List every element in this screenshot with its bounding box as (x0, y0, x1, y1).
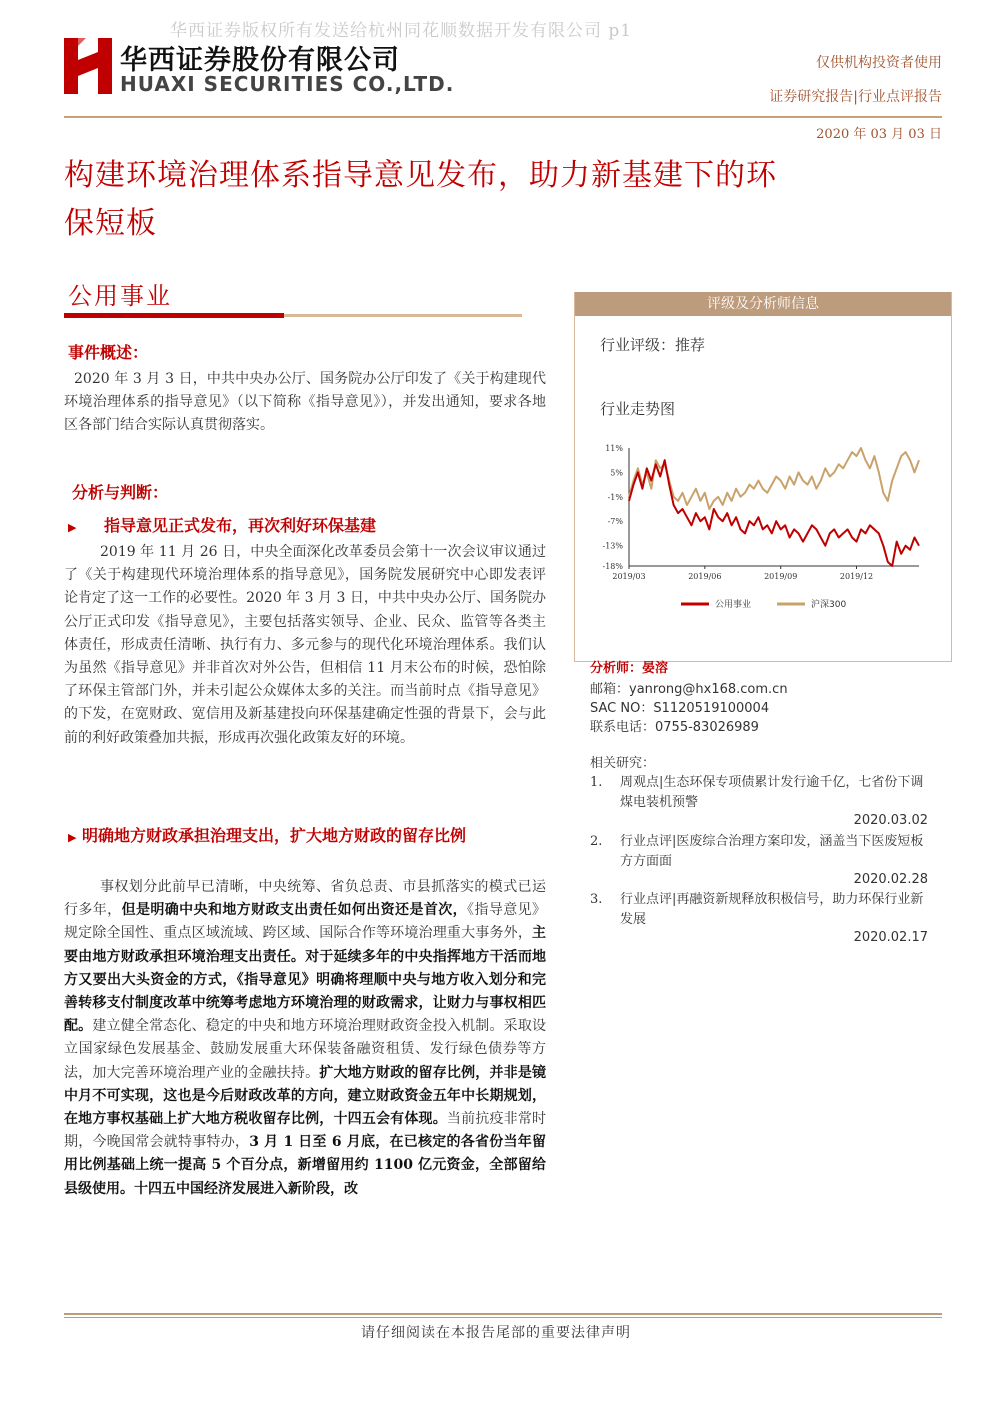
y-tick-label: 11% (605, 444, 623, 453)
event-text: 2020 年 3 月 3 日，中共中央办公厅、国务院办公厅印发了《关于构建现代环境治理体系的指导意见》（以下简称《指导意见》），并发出通知，要求各地区各部门结合实际认真贯彻落实。 (64, 371, 546, 434)
trend-chart-label: 行业走势图 (600, 400, 676, 418)
x-tick-label: 2019/09 (764, 572, 798, 581)
analyst-sac: SAC NO：S1120519100004 (590, 701, 770, 716)
y-tick-label: -13% (602, 541, 623, 551)
watermark: 华西证券版权所有发送给杭州同花顺数据开发有限公司 p1 (170, 21, 633, 41)
footer-divider-thin (64, 1317, 942, 1318)
related-item-date: 2020.02.17 (853, 930, 928, 945)
company-name-en: HUAXI SECURITIES CO.,LTD. (120, 72, 455, 96)
related-item[interactable]: 1. 周观点|生态环保专项债累计发行逾千亿，七省份下调煤电装机预警 (590, 775, 924, 810)
sector-title: 公用事业 (68, 282, 172, 310)
series-line-sector (629, 460, 919, 566)
legend-label: 沪深300 (811, 600, 847, 610)
y-tick-label: -18% (602, 562, 623, 571)
subheading-2: ▶ 明确地方财政承担治理支出，扩大地方财政的留存比例 (68, 826, 467, 845)
report-type: 证券研究报告|行业点评报告 (769, 89, 942, 105)
industry-rating: 行业评级：推荐 (600, 336, 706, 354)
x-tick-label: 2019/03 (612, 572, 646, 581)
analyst-phone: 联系电话：0755-83026989 (590, 720, 759, 735)
subheading-1: ▶ 指导意见正式发布，再次利好环保基建 (68, 516, 377, 535)
bullet-triangle-icon: ▶ (68, 521, 77, 534)
sector-divider-accent (64, 313, 284, 318)
related-item[interactable]: 2. 行业点评|医废综合治理方案印发，涵盖当下医废短板方方面面 (590, 834, 924, 869)
subheading-2-text: 事权划分此前早已清晰，中央统筹、省负总责、市县抓落实的模式已运行多年，但是明确中央和地方财政支出责任如何出资还是首次，《指导意见》规定除全国性、重点区域流域、跨区域、国际合作等环境治理重大事务外，主要由地方财政承担环境治理支出责任。对于延续多年的中央指挥地方干活而地方又要出大头资金的方式，《指导意见》明确将理顺中央与地方收入划分和完善转移支付制度改革中统筹考虑地方环境治理的财政需求，让财力与事权相匹配。建立健全常态化、稳定的中央和地方环境治理财政资金投入机制。采取设立国家绿色发展基金、鼓励发展重大环保装备融资租赁、发行绿色债券等方法，加大完善环境治理产业的金融扶持。扩大地方财政的留存比例，并非是镜中月不可实现，这也是今后财政改革的方向，建立财政资金五年中长期规划，在地方事权基础上扩大地方税收留存比例，十四五会有体现。当前抗疫非常时期，今晚国常会就特事特办，3 月 1 日至 6 月底，在已核定的各省份当年留用比例基础上统一提高 5 个百分点，新增留用约 1100 亿元资金，全部留给县级使用。十四五中国经济发展进入新阶段，改 (64, 879, 547, 1197)
related-item-date: 2020.02.28 (853, 872, 928, 887)
legend-label: 公用事业 (715, 600, 752, 610)
logo-icon (64, 38, 112, 94)
x-tick-label: 2019/12 (839, 572, 874, 581)
related-item[interactable]: 3. 行业点评|再融资新规释放积极信号，助力环保行业新发展 (590, 892, 924, 927)
analysis-heading: 分析与判断： (72, 483, 169, 502)
company-name-cn: 华西证券股份有限公司 (120, 45, 400, 76)
investor-notice: 仅供机构投资者使用 (816, 55, 942, 71)
y-tick-label: 5% (610, 468, 623, 478)
legal-notice[interactable]: 请仔细阅读在本报告尾部的重要法律声明 (361, 1325, 631, 1341)
footer-divider (64, 1313, 942, 1315)
header-divider (64, 116, 942, 118)
analyst-name: 分析师：晏溶 (590, 661, 669, 676)
analyst-email: 邮箱：yanrong@hx168.com.cn (590, 682, 788, 697)
y-tick-label: -7% (607, 517, 623, 527)
industry-trend-chart (597, 438, 927, 618)
report-title: 构建环境治理体系指导意见发布，助力新基建下的环 保短板 (64, 158, 777, 241)
related-item-date: 2020.03.02 (853, 813, 928, 828)
bullet-triangle-icon: ▶ (68, 831, 77, 844)
event-heading: 事件概述： (68, 343, 149, 362)
rating-panel-header: 评级及分析师信息 (575, 292, 951, 316)
x-tick-label: 2019/06 (688, 572, 722, 581)
subheading-1-text: 2019 年 11 月 26 日，中央全面深化改革委员会第十一次会议审议通过了《关于构建现代环境治理体系的指导意见》，国务院发展研究中心即发表评论肯定了这一工作的必要性。2020 年 3 月 3 日，中共中央办公厅、国务院办公厅正式印发《指导意见》，主要包括落实领导、企业、民众、监管等各类主体责任，形成责任清晰、执行有力、多元参与的现代化环境治理体系。我们认为虽然《指导意见》并非首次对外公告，但相信 11 月末公布的时候，恐怕除了环保主管部门外，并未引起公众媒体太多的关注。而当前时点《指导意见》的下发，在宽财政、宽信用及新基建投向环保基建确定性强的背景下，会与此前的利好政策叠加共振，形成再次强化政策友好的环境。 (64, 544, 546, 746)
report-date: 2020 年 03 月 03 日 (816, 127, 942, 142)
y-tick-label: -1% (607, 492, 623, 502)
related-heading: 相关研究： (590, 756, 656, 771)
